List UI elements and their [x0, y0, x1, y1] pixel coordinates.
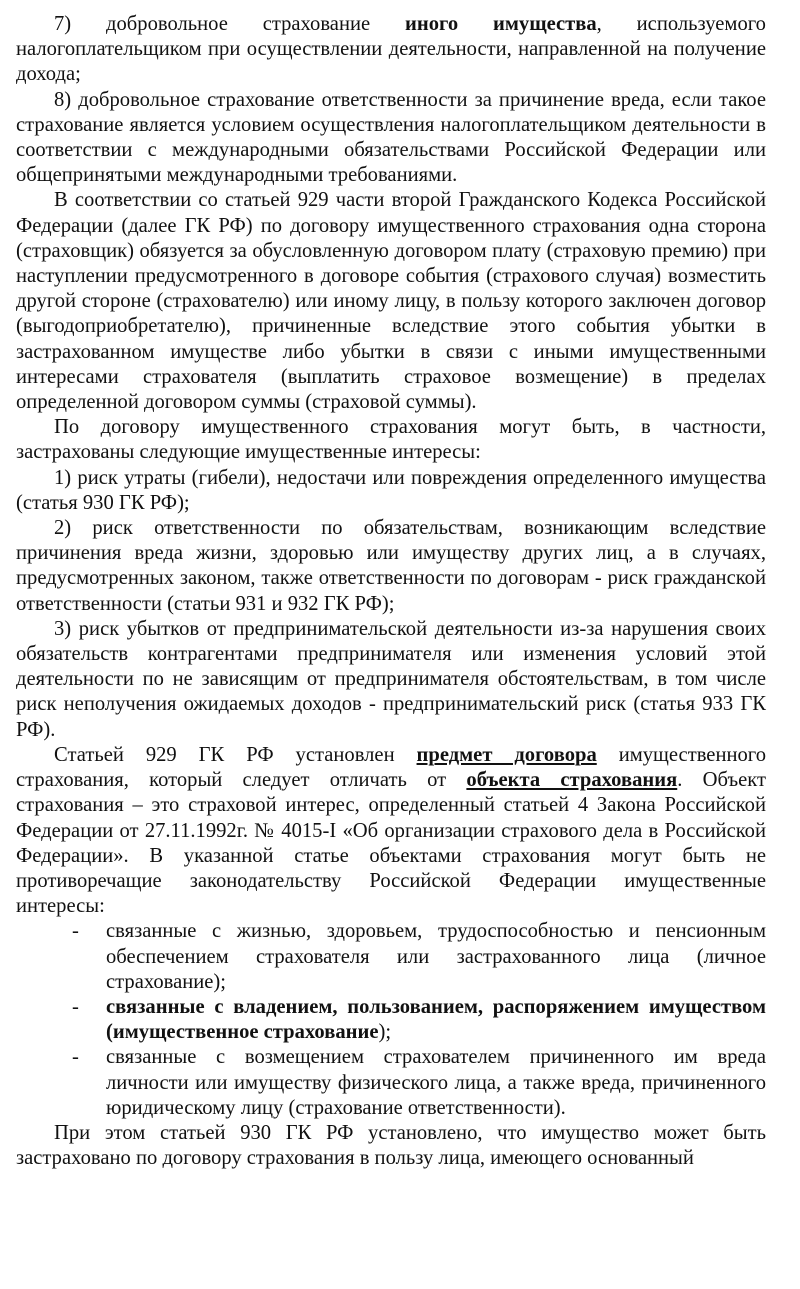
paragraph-subject: [16, 743, 766, 919]
interests-list: [16, 919, 766, 1121]
list-item-property: [106, 995, 766, 1045]
subject-text-3: . Объект страхования – это страховой интерес, определенный статьей 4 Закона Российской Федерации от 27.11.1992г. № 4015-I «Об организации страхового дела в Российской Федерации». В указанной статье объектами страхования могут быть не противоречащие законодательству Российской Федерации имущественные интересы:: [16, 769, 766, 918]
item-7-text: 7) добровольное страхование: [54, 13, 405, 35]
subject-term-object: объекта страхования: [466, 769, 678, 792]
list-item-property-bold: связанные с владением, пользованием, распоряжением имуществом (имущественное страхование: [106, 995, 766, 1044]
paragraph-item-8: 8) добровольное страхование ответственности за причинение вреда, если такое страхование является условием осуществления налогоплательщиком деятельности в соответствии с международными обязательствами Российской Федерации или общепринятыми международными требованиями.: [16, 88, 766, 187]
paragraph-risk-2: 2) риск ответственности по обязательствам, возникающим вследствие причинения вреда жизни, здоровью или имуществу других лиц, а в случаях, предусмотренных законом, также ответственности по договорам - риск гражданской ответственности (статьи 931 и 932 ГК РФ);: [16, 517, 766, 615]
paragraph-interests-intro: По договору имущественного страхования могут быть, в частности, застрахованы следующие имущественные интересы:: [16, 416, 766, 464]
paragraph-article-930: При этом статьей 930 ГК РФ установлено, что имущество может быть застраховано по договору страхования в пользу лица, имеющего основанный: [16, 1121, 766, 1170]
paragraph-gk-929: В соответствии со статьей 929 части второй Гражданского Кодекса Российской Федерации (далее ГК РФ) по договору имущественного страхования одна сторона (страховщик) обязуется за обусловленную договором плату (страховую премию) при наступлении предусмотренного в договоре события (страхового случая) возместить другой стороне (страхователю) или иному лицу, в пользу которого заключен договор (выгодоприобретателю), причиненные вследствие этого события убытки в застрахованном имуществе либо убытки в связи с иными имущественными интересами страхователя (выплатить страховое возмещение) в пределах определенной договором суммы (страховой суммы).: [16, 189, 766, 414]
list-item-property-tail: );: [378, 1021, 392, 1044]
subject-text-1: Статьей 929 ГК РФ установлен: [54, 743, 417, 766]
item-7-bold: иного имущества: [404, 13, 597, 35]
item-7-tail: , используемого налогоплательщиком при осуществлении деятельности, направленной на получение дохода;: [16, 13, 766, 86]
subject-term-predmet: предмет договора: [416, 743, 597, 766]
paragraph-risk-1: 1) риск утраты (гибели), недостачи или повреждения определенного имущества (статья 930 ГК РФ);: [16, 466, 766, 514]
subject-text-2: имущественного страхования, который следует отличать от: [16, 743, 767, 792]
paragraph-risk-3: 3) риск убытков от предпринимательской деятельности из-за нарушения своих обязательств контрагентами предпринимателя или изменения условий этой деятельности по не зависящим от предпринимателя обстоятельствам, в том числе риск неполучения ожидаемых доходов - предпринимательский риск (статья 933 ГК РФ).: [16, 617, 766, 741]
list-item-liability: - связанные с возмещением страхователем причиненного им вреда личности или имуществу физического лица, а также вреда, причиненного юридическому лицу (страхование ответственности).: [106, 1045, 766, 1121]
list-item-personal: - связанные с жизнью, здоровьем, трудоспособностью и пенсионным обеспечением страхователя или застрахованного лица (личное страхование);: [106, 919, 766, 995]
paragraph-item-7: [16, 12, 766, 88]
